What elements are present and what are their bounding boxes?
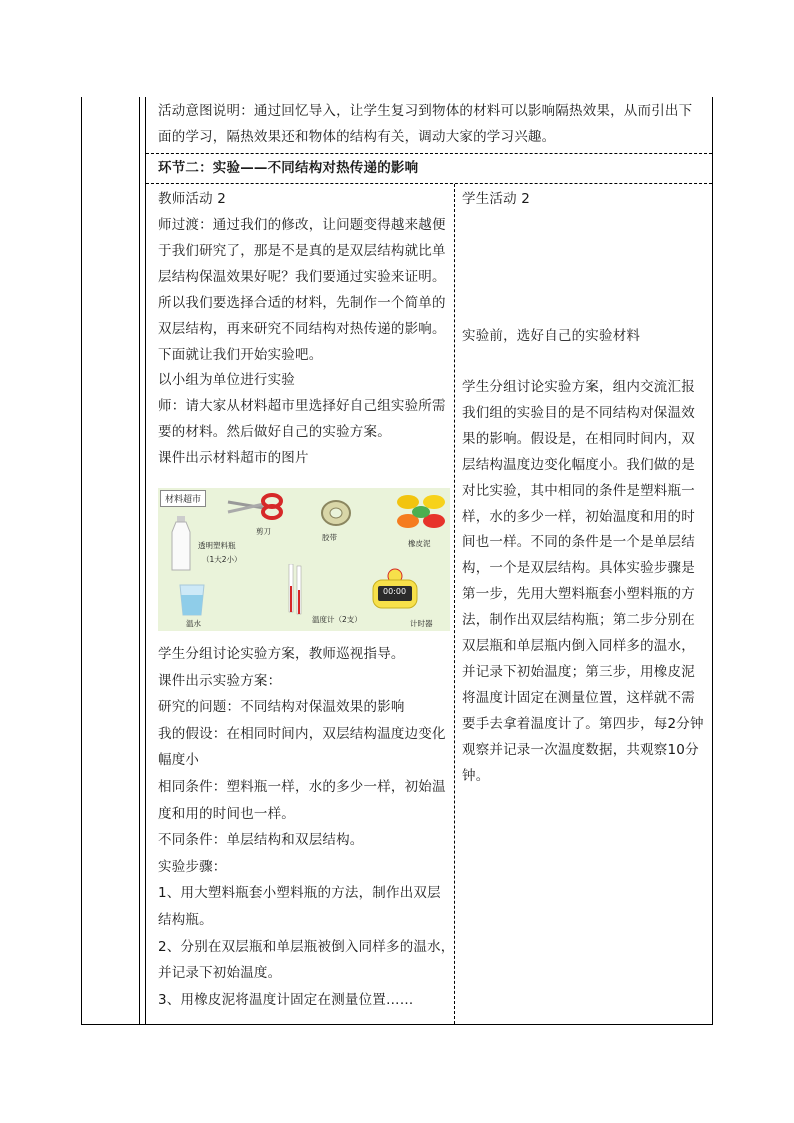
- scissors-label: 剪刀: [256, 527, 271, 536]
- clay-icon: [394, 492, 448, 532]
- teacher-text-line: 课件出示材料超市的图片: [158, 450, 309, 467]
- intent-note-line: 活动意图说明：通过回忆导入，让学生复习到物体的材料可以影响隔热效果，从而引出下: [158, 103, 693, 119]
- teacher-text-line: 幅度小: [158, 752, 200, 769]
- section-title: 环节二：实验——不同结构对热传递的影响: [158, 160, 419, 176]
- student-text-line: 并记录下初始温度；第三步，用橡皮泥: [462, 663, 695, 680]
- intent-note-line: 面的学习，隔热效果还和物体的结构有关，调动大家的学习兴趣。: [158, 129, 556, 145]
- table-bottom-border: [81, 1024, 713, 1025]
- timer-display: 00:00: [383, 587, 407, 596]
- plastic-bottle-icon: [166, 516, 196, 572]
- thermometer-label: 温度计（2支）: [312, 615, 362, 624]
- student-text-line: 学生分组讨论实验方案，组内交流汇报: [462, 379, 695, 395]
- teacher-text-line: 课件出示实验方案：: [158, 672, 282, 689]
- student-prep-text: 实验前，选好自己的实验材料: [462, 328, 641, 344]
- student-text-line: 双层瓶和单层瓶内倒入同样多的温水，: [462, 638, 695, 654]
- student-text-line: 要手去拿着温度计了。第四步，每2分钟: [462, 715, 704, 732]
- table-column-divider-double: [145, 97, 146, 1025]
- student-activity-header: 学生活动 2: [462, 191, 531, 207]
- teacher-text-line: 3、用橡皮泥将温度计固定在测量位置……: [158, 991, 414, 1008]
- materials-title: 材料超市: [160, 490, 206, 507]
- student-text-line: 第一步，先用大塑料瓶套小塑料瓶的方: [462, 586, 695, 603]
- teacher-text-line: 我的假设：在相同时间内，双层结构温度边变化: [158, 725, 446, 742]
- student-text-line: 果的影响。假设是，在相同时间内，双: [462, 430, 695, 447]
- bottle-count-label: （1大2小）: [202, 555, 242, 564]
- student-text-line: 观察并记录一次温度数据，共观察10分: [462, 741, 699, 758]
- student-text-line: 层结构温度边变化幅度小。我们做的是: [462, 456, 695, 473]
- teacher-text-line: 实验步骤：: [158, 858, 227, 875]
- warm-water-label: 温水: [186, 619, 201, 628]
- teacher-text-line: 双层结构，再来研究不同结构对热传递的影响。: [158, 320, 446, 337]
- teacher-text-line: 研究的问题：不同结构对保温效果的影响: [158, 699, 405, 716]
- student-text-line: 我们组的实验目的是不同结构对保温效: [462, 404, 695, 421]
- student-text-line: 法，制作出双层结构瓶；第二步分别在: [462, 612, 695, 629]
- row-divider: [146, 183, 712, 184]
- row-divider: [146, 153, 712, 154]
- teacher-text-line: 1、用大塑料瓶套小塑料瓶的方法，制作出双层: [158, 885, 441, 902]
- student-text-line: 样，水的多少一样，初始温度和用的时: [462, 508, 695, 525]
- table-left-border: [81, 97, 82, 1025]
- teacher-text-line: 师：请大家从材料超市里选择好自己组实验所需: [158, 398, 446, 415]
- teacher-text-line: 师过渡：通过我们的修改，让问题变得越来越便: [158, 217, 446, 233]
- teacher-text-line: 学生分组讨论实验方案，教师巡视指导。: [158, 646, 405, 662]
- activity-column-divider: [454, 184, 455, 1024]
- teacher-text-line: 下面就让我们开始实验吧。: [158, 346, 323, 363]
- clay-label: 橡皮泥: [408, 539, 431, 548]
- scissors-icon: [220, 492, 290, 520]
- teacher-text-line: 以小组为单位进行实验: [158, 372, 295, 389]
- tape-label: 胶带: [322, 533, 337, 542]
- student-text-line: 间也一样。不同的条件是一个是单层结: [462, 534, 695, 551]
- teacher-text-line: 2、分别在双层瓶和单层瓶被倒入同样多的温水，: [158, 938, 455, 955]
- teacher-activity-header: 教师活动 2: [158, 191, 227, 207]
- timer-label: 计时器: [410, 619, 433, 628]
- teacher-text-line: 层结构保温效果好呢？我们要通过实验来证明。: [158, 268, 446, 285]
- teacher-text-line: 于我们研究了，那是不是真的是双层结构就比单: [158, 242, 446, 259]
- teacher-text-line: 所以我们要选择合适的材料，先制作一个简单的: [158, 294, 446, 311]
- student-text-line: 构，一个是双层结构。具体实验步骤是: [462, 560, 695, 577]
- warm-water-cup-icon: [178, 583, 206, 617]
- table-column-divider: [139, 97, 140, 1025]
- student-text-line: 将温度计固定在测量位置，这样就不需: [462, 689, 695, 706]
- teacher-text-line: 不同条件：单层结构和双层结构。: [158, 832, 364, 849]
- teacher-text-line: 结构瓶。: [158, 912, 213, 928]
- student-text-line: 钟。: [462, 767, 490, 784]
- tape-icon: [319, 498, 353, 528]
- materials-supermarket-image: [158, 488, 450, 631]
- teacher-text-line: 要的材料。然后做好自己的实验方案。: [158, 424, 391, 441]
- thermometer-icon: [286, 564, 304, 616]
- table-right-border: [712, 97, 713, 1025]
- bottle-label: 透明塑料瓶: [198, 541, 236, 550]
- student-text-line: 对比实验，其中相同的条件是塑料瓶一: [462, 482, 695, 499]
- teacher-text-line: 并记录下初始温度。: [158, 965, 282, 982]
- teacher-text-line: 相同条件：塑料瓶一样，水的多少一样，初始温: [158, 779, 446, 795]
- teacher-text-line: 度和用的时间也一样。: [158, 805, 295, 822]
